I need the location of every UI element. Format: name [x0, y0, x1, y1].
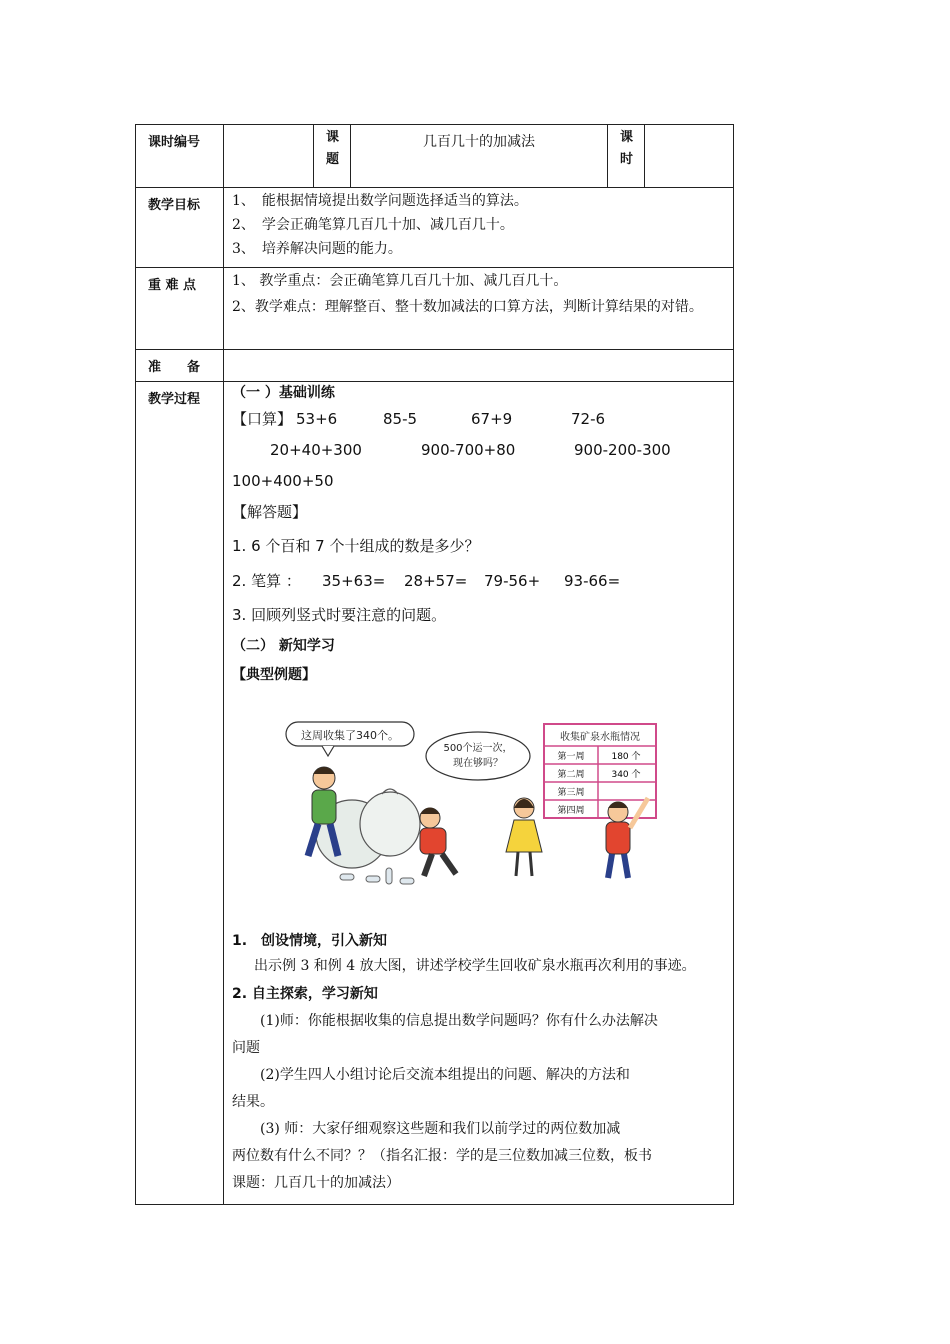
topic-label	[314, 125, 351, 188]
step-2-title: 2. 自主探索，学习新知	[232, 986, 378, 1002]
hours-label-1: 课	[620, 130, 634, 145]
section-2-title: （二） 新知学习	[232, 638, 335, 654]
section-1-title: （一 ）基础训练	[232, 385, 335, 401]
prep-value	[224, 350, 734, 382]
objectives-content	[224, 188, 734, 268]
written-calc-item: 35+63=	[322, 572, 386, 590]
objectives-row	[136, 188, 734, 268]
oral-calc-label: 【口算】	[232, 410, 293, 428]
hours-value	[645, 125, 734, 188]
question-3: 3. 回顾列竖式时要注意的问题。	[232, 606, 447, 624]
speech-bubble-2	[426, 732, 530, 780]
paragraph-3-line-2: 两位数有什么不同？？（指名汇报：学的是三位数加减三位数，板书	[232, 1148, 652, 1164]
prep-row	[136, 350, 734, 382]
objective-item: 2、 学会正确笔算几百几十加、减几百几十。	[232, 217, 514, 233]
bubble-2-line-1: 500个运一次，	[443, 743, 513, 754]
oral-calc-item: 72-6	[571, 410, 606, 428]
oral-calc-item: 900-700+80	[421, 441, 516, 459]
written-calc-item: 28+57=	[404, 572, 468, 590]
paragraph-3-line-3: 课题：几百几十的加减法）	[232, 1175, 400, 1191]
speech-bubble-1	[286, 722, 414, 756]
oral-calc-item: 20+40+300	[270, 441, 362, 459]
chart-value: 180 个	[611, 752, 641, 762]
chart-week: 第四周	[557, 806, 585, 816]
written-calc-item: 79-56+	[484, 572, 541, 590]
key-point-1: 1、 教学重点：会正确笔算几百几十加、减几百几十。	[232, 273, 568, 289]
process-label: 教学过程	[136, 382, 224, 1205]
oral-calc-item: 85-5	[383, 410, 418, 428]
chart-week: 第一周	[557, 752, 585, 762]
written-calc-item: 93-66=	[564, 572, 621, 590]
oral-calc-item: 900-200-300	[574, 441, 671, 459]
boy-at-chart	[606, 798, 648, 878]
collection-chart	[544, 724, 656, 818]
topic-value: 几百几十的加减法	[351, 125, 608, 188]
chart-week: 第三周	[557, 788, 585, 798]
paragraph-1-line-2: 问题	[232, 1040, 260, 1056]
oral-calc-item: 53+6	[296, 410, 338, 428]
lesson-no-value	[224, 125, 314, 188]
objective-item: 1、 能根据情境提出数学问题选择适当的算法。	[232, 193, 528, 209]
bubble-2-line-2: 现在够吗？	[453, 758, 503, 769]
hours-label	[608, 125, 645, 188]
paragraph-2-line-1: (2)学生四人小组讨论后交流本组提出的问题、解决的方法和	[260, 1067, 630, 1083]
header-row	[136, 125, 734, 188]
step-1-title: 1. 创设情境，引入新知	[232, 933, 388, 949]
key-point-2: 2、教学难点：理解整百、整十数加减法的口算方法，判断计算结果的对错。	[232, 299, 703, 315]
chart-title: 收集矿泉水瓶情况	[560, 732, 640, 743]
key-points-content	[224, 268, 734, 350]
hours-label-2: 时	[620, 152, 634, 167]
prep-label: 准 备	[136, 350, 224, 382]
bubble-1-text: 这周收集了340个。	[301, 729, 399, 742]
chart-week: 第二周	[557, 770, 585, 780]
paragraph-3-line-1: (3) 师：大家仔细观察这些题和我们以前学过的两位数加减	[260, 1121, 621, 1137]
objectives-label: 教学目标	[136, 188, 224, 268]
lesson-no-label: 课时编号	[136, 125, 224, 188]
oral-calc-item: 67+9	[471, 410, 513, 428]
lesson-plan-table	[135, 124, 734, 1205]
scattered-bottles	[340, 868, 414, 884]
key-points-row	[136, 268, 734, 350]
topic-label-1: 课	[326, 130, 340, 145]
process-row	[136, 382, 734, 1205]
answer-section-title: 【解答题】	[232, 503, 308, 521]
question-1: 1. 6 个百和 7 个十组成的数是多少？	[232, 537, 480, 555]
question-2-label: 2. 笔算 ：	[232, 572, 301, 590]
example-title: 【典型例题】	[232, 667, 316, 683]
oral-calc-row-1	[224, 404, 733, 435]
chart-value: 340 个	[611, 770, 641, 780]
question-2	[224, 564, 733, 598]
objective-item: 3、 培养解决问题的能力。	[232, 241, 402, 257]
topic-label-2: 题	[326, 152, 340, 167]
illustration-svg	[282, 716, 662, 921]
key-points-label: 重 难 点	[136, 268, 224, 350]
oral-calc-row-2	[224, 435, 733, 466]
example-illustration	[282, 716, 662, 921]
boy-crouching	[420, 808, 456, 877]
girl	[506, 798, 542, 876]
process-content	[224, 382, 734, 1205]
step-1-text: 出示例 3 和例 4 放大图，讲述学校学生回收矿泉水瓶再次利用的事迹。	[254, 958, 696, 974]
paragraph-1-line-1: (1)师：你能根据收集的信息提出数学问题吗？你有什么办法解决	[260, 1013, 658, 1029]
paragraph-2-line-2: 结果。	[232, 1094, 274, 1110]
oral-calc-row-3: 100+400+50	[232, 472, 334, 490]
